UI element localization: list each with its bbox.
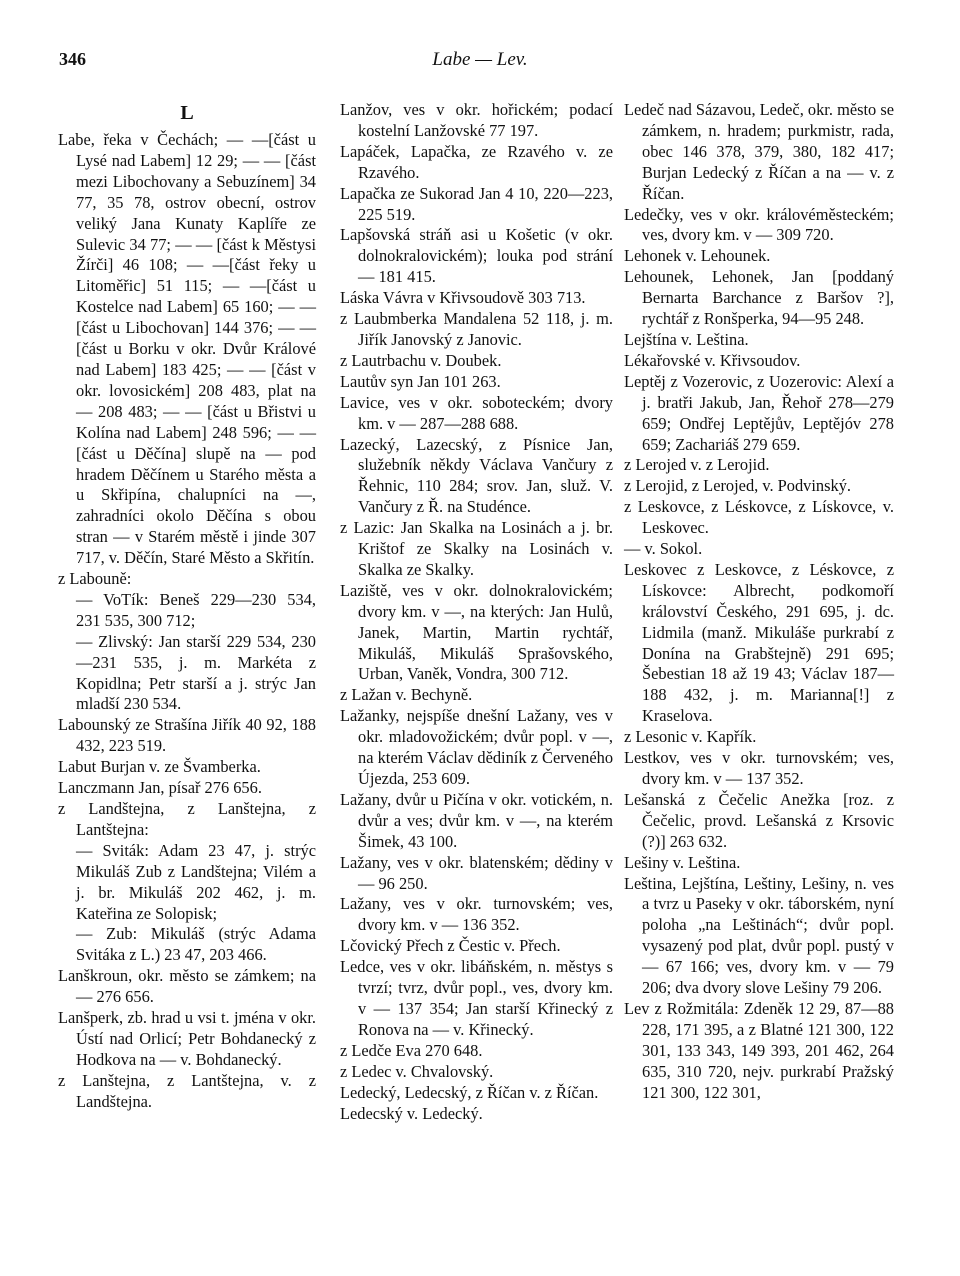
index-entry: z Lanštejna, z Lantštejna, v. z Landštejna.	[58, 1070, 316, 1111]
index-entry: Lavice, ves v okr. soboteckém; dvory km. v — 287—288 688.	[340, 392, 613, 433]
column-middle	[340, 100, 613, 1124]
index-entry: Lehounek, Lehonek, Jan [poddaný Bernarta Barchance z Baršov ?], rychtář z Ronšperka, 94—95 248.	[624, 267, 894, 329]
index-entry: Lažany, ves v okr. turnovském; ves, dvory km. v — 136 352.	[340, 894, 613, 935]
index-entry: Lešiny v. Leština.	[624, 852, 741, 872]
index-entry: Láska Vávra v Křivsoudově 303 713.	[340, 288, 586, 308]
index-entry: Ledecký, Ledecský, z Říčan v. z Říčan.	[340, 1082, 599, 1102]
index-entry: — VoTík: Beneš 229—230 534, 231 535, 300 712;	[76, 589, 316, 630]
index-entry: Lanšperk, zb. hrad u vsi t. jména v okr. Ústí nad Orlicí; Petr Bohdanecký z Hodkova na — v. Bohdanecký.	[58, 1008, 316, 1069]
index-entry: z Laubmberka Mandalena 52 118, j. m. Jiřík Janovský z Janovic.	[340, 309, 613, 349]
index-entry: Lanškroun, okr. město se zámkem; na — 276 656.	[58, 966, 316, 1007]
index-entry: z Labouně:	[58, 569, 132, 589]
index-entry: z Lerojed v. z Lerojid.	[624, 455, 770, 475]
index-entry: z Lazic: Jan Skalka na Losinách a j. br. Krištof ze Skalky na Losinách v. Skalka ze Skalky.	[340, 518, 613, 579]
index-entry: Lešanská z Čečelic Anežka [roz. z Čečelic, provd. Lešanská z Krsovic (?)] 263 632.	[624, 789, 894, 851]
index-entry: z Lažan v. Bechyně.	[340, 685, 473, 705]
column-right	[624, 100, 894, 1104]
page-header	[0, 49, 960, 79]
index-entry: Lestkov, ves v okr. turnovském; ves, dvory km. v — 137 352.	[624, 748, 894, 788]
index-entry: Lev z Rožmitála: Zdeněk 12 29, 87—88 228, 171 395, a z Blatné 121 300, 122 301, 133 343, 149 393, 201 462, 264 635, 310 720, nejv. purkrabí Pražský 121 300, 122 301,	[624, 998, 894, 1102]
index-entry: Lékařovské v. Křivsoudov.	[624, 350, 801, 370]
index-entry: Lautův syn Jan 101 263.	[340, 371, 501, 391]
index-entry: Lažany, dvůr u Pičína v okr. votickém, n. dvůr a ves; dvůr km. v —, na kterém Šimek, 43 100.	[340, 789, 613, 851]
index-entry: Leptěj z Vozerovic, z Uozerovic: Alexí a j. bratři Jakub, Jan, Řehoř 278—279 659; Ondřej Leptějův, Leptějóv 278 659; Zachariáš 279 659.	[624, 371, 894, 454]
index-entry: Leština, Lejštína, Leštiny, Lešiny, n. ves a tvrz u Paseky v okr. táborském, nyní poloha „na Leštinách“; dvůr popl. vysazený pod plat, dvůr popl. pustý v — 67 166; ves, dvory km. v — 79 206; dva dvory slove Lešiny 79 206.	[624, 873, 894, 998]
index-entry: Lanžov, ves v okr. hořickém; podací kostelní Lanžovské 77 197.	[340, 100, 613, 140]
index-entry: Lejštína v. Leština.	[624, 329, 749, 349]
section-letter: L	[180, 102, 194, 124]
index-entry: Lapšovská stráň asi u Košetic (v okr. dolnokralovickém); louka pod strání — 181 415.	[340, 225, 613, 287]
index-entry: Ledeč nad Sázavou, Ledeč, okr. město se zámkem, n. hradem; purkmistr, rada, obec 146 378, 379, 380, 182 417; Burjan Ledecký z Říčan a na — v. z Říčan.	[624, 100, 894, 203]
index-entry: Labut Burjan v. ze Švamberka.	[58, 757, 261, 777]
index-entry: — Zlivský: Jan starší 229 534, 230—231 535, j. m. Markéta z Kopidlna; Petr starší a j. strýc Jan mladší 230 534.	[76, 631, 316, 714]
index-entry: Labounský ze Strašína Jiřík 40 92, 188 432, 223 519.	[58, 715, 316, 756]
index-entry: Lanczmann Jan, písař 276 656.	[58, 778, 262, 798]
index-entry: z Leskovce, z Léskovce, z Lískovce, v. Leskovec.	[624, 497, 894, 538]
index-entry: Leskovec z Leskovce, z Léskovce, z Lískovce: Albrecht, podkomoří království Českého, 291 695, j. dc. Lidmila (manž. Mikuláše purkrabí z Donína na Grabštejně) 291 695; Šebestian 18 až 19 43; Václav 187—188 432, j. m. Marianna[!] z Kraselova.	[624, 559, 894, 726]
index-entry: Laziště, ves v okr. dolnokralovickém; dvory km. v —, na kterých: Jan Hulů, Janek, Martin, Martin rychtář, Mikuláš, Mikuláš Sprašovského, Urban, Vaněk, Vondra, 300 712.	[340, 580, 613, 684]
index-entry: z Ledec v. Chvalovský.	[340, 1061, 494, 1081]
index-entry: — v. Sokol.	[624, 539, 703, 559]
index-entry: Lčovický Přech z Čestic v. Přech.	[340, 936, 561, 956]
index-entry: Lažanky, nejspíše dnešní Lažany, ves v okr. mladovožickém; dvůr popl. v —, na kterém Václav dědiník z Červeného Újezda, 253 609.	[340, 706, 614, 788]
index-entry: — Sviták: Adam 23 47, j. strýc Mikuláš Zub z Landštejna; Vilém a j. br. Mikuláš 202 462, j. m. Kateřina ze Solopisk;	[76, 840, 316, 923]
index-entry: z Lesonic v. Kapřík.	[624, 727, 757, 747]
index-entry: z Lerojid, z Lerojed, v. Podvinský.	[624, 476, 851, 496]
index-entry: Ledecský v. Ledecký.	[340, 1103, 483, 1123]
index-entry: Lazecký, Lazecský, z Písnice Jan, služebník někdy Václava Vančury z Řehnic, 110 284; srov. Jan, služ. V. Vančury z Ř. na Studénce.	[340, 434, 613, 517]
index-entry: z Ledče Eva 270 648.	[340, 1040, 483, 1060]
index-entry: Lapačka ze Sukorad Jan 4 10, 220—223, 225 519.	[340, 183, 613, 224]
index-entry: z Lautrbachu v. Doubek.	[340, 350, 502, 370]
index-entry: — Zub: Mikuláš (strýc Adama Svitáka z L.) 23 47, 203 466.	[76, 924, 316, 965]
index-entry: Ledce, ves v okr. libáňském, n. městys s tvrzí; tvrz, dvůr popl., ves, dvory km. v — 137 354; Jan starší Křinecký z Ronova na — v. Křinecký.	[340, 957, 613, 1039]
index-entry: Ledečky, ves v okr. královéměsteckém; ves, dvory km. v — 309 720.	[624, 204, 894, 245]
index-entry: Labe, řeka v Čechách; — —[část u Lysé nad Labem] 12 29; — — [část mezi Libochovany a Sebuzínem] 34 77, 35 78, ostrov obecní, ostrov veliký Jana Kunaty Kaplíře ze Sulevic 34 77; — — [část k Městysi Žírči] 46 108; — —[část řeky u Litoměřic] 51 115; — —[část u Kostelce nad Labem] 65 160; — — [část u Libochovan] 144 376; — — [část u Borku v okr. Dvůr Králové nad Labem] 183 425; — — [část v okr. lovosickém] 208 483, plat na — 208 483; — — [část u Břistvi u Kolína nad Labem] 248 596; — — [část u Děčína] slupě na — pod hradem Děčínem u Starého města a u Skřipína, chalupníci na —, zahradníci okolo Děčína s obou stran — v Starém městě i jinde 307 717, v. Děčín, Staré Město a Skřitín.	[58, 130, 316, 568]
index-entry: Lehonek v. Lehounek.	[624, 246, 771, 266]
running-title: Labe — Lev.	[432, 49, 528, 70]
column-left	[58, 100, 316, 1113]
index-entry: z Landštejna, z Lanštejna, z Lantštejna:	[58, 799, 316, 839]
page-number: 346	[59, 49, 86, 69]
index-entry: Lažany, ves v okr. blatenském; dědiny v — 96 250.	[340, 852, 613, 893]
index-entry: Lapáček, Lapačka, ze Rzavého v. ze Rzavého.	[340, 141, 613, 182]
